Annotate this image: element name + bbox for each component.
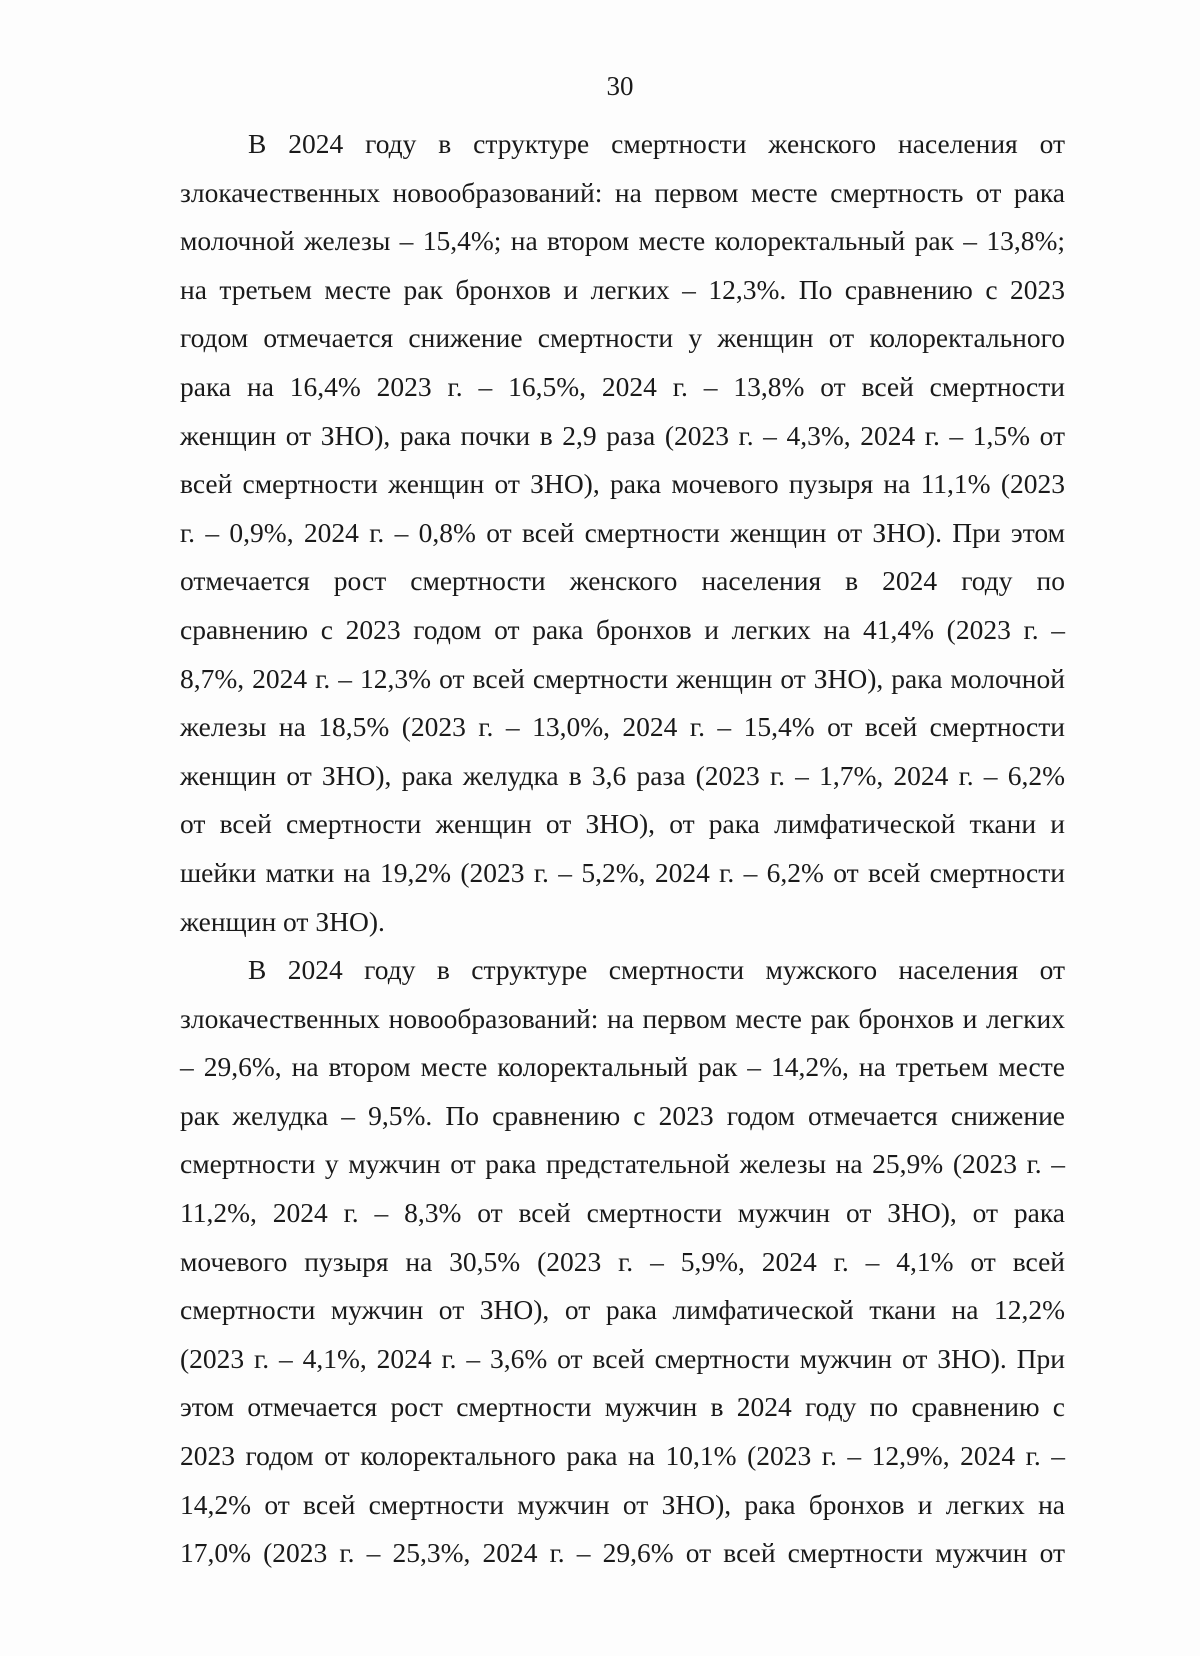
- text-line: В 2024 году в структуре смертности мужского населения от: [248, 954, 1065, 986]
- text-line: этом отмечается рост смертности мужчин в 2024 году по сравнению с: [180, 1391, 1065, 1423]
- text-line: 17,0% (2023 г. – 25,3%, 2024 г. – 29,6% от всей смертности мужчин от: [180, 1537, 1065, 1569]
- text-line: женщин от ЗНО).: [180, 905, 385, 937]
- text-line: злокачественных новообразований: на первом месте смертность от рака: [180, 176, 1065, 208]
- text-line: железы на 18,5% (2023 г. – 13,0%, 2024 г. – 15,4% от всей смертности: [180, 711, 1065, 743]
- text-line: от всей смертности женщин от ЗНО), от рака лимфатической ткани и: [180, 808, 1065, 840]
- text-line: всей смертности женщин от ЗНО), рака мочевого пузыря на 11,1% (2023: [180, 468, 1065, 500]
- text-line: рак желудка – 9,5%. По сравнению с 2023 годом отмечается снижение: [180, 1099, 1065, 1131]
- paragraph-male-mortality: [180, 946, 1065, 1578]
- text-line: женщин от ЗНО), рака желудка в 3,6 раза (2023 г. – 1,7%, 2024 г. – 6,2%: [180, 759, 1065, 791]
- text-line: молочной железы – 15,4%; на втором месте колоректальный рак – 13,8%;: [180, 225, 1065, 257]
- paragraph-female-mortality: [180, 120, 1065, 946]
- text-line: 2023 годом от колоректального рака на 10,1% (2023 г. – 12,9%, 2024 г. –: [180, 1440, 1065, 1472]
- text-line: сравнению с 2023 годом от рака бронхов и легких на 41,4% (2023 г. –: [180, 613, 1065, 645]
- text-line: смертности у мужчин от рака предстательной железы на 25,9% (2023 г. –: [180, 1148, 1065, 1180]
- page-number: 30: [606, 71, 634, 101]
- text-line: В 2024 году в структуре смертности женского населения от: [248, 128, 1065, 159]
- text-line: смертности мужчин от ЗНО), от рака лимфатической ткани на 12,2%: [180, 1294, 1065, 1326]
- text-line: шейки матки на 19,2% (2023 г. – 5,2%, 2024 г. – 6,2% от всей смертности: [180, 856, 1065, 888]
- text-line: 14,2% от всей смертности мужчин от ЗНО), рака бронхов и легких на: [180, 1488, 1065, 1520]
- document-body: [180, 120, 1065, 1578]
- text-line: на третьем месте рак бронхов и легких – 12,3%. По сравнению с 2023: [180, 273, 1065, 305]
- text-line: мочевого пузыря на 30,5% (2023 г. – 5,9%, 2024 г. – 4,1% от всей: [180, 1245, 1065, 1277]
- text-line: г. – 0,9%, 2024 г. – 0,8% от всей смертности женщин от ЗНО). При этом: [180, 516, 1065, 548]
- text-line: злокачественных новообразований: на первом месте рак бронхов и легких: [180, 1002, 1065, 1034]
- text-line: отмечается рост смертности женского населения в 2024 году по: [180, 565, 1065, 597]
- text-line: 11,2%, 2024 г. – 8,3% от всей смертности мужчин от ЗНО), от рака: [180, 1197, 1065, 1229]
- text-line: женщин от ЗНО), рака почки в 2,9 раза (2023 г. – 4,3%, 2024 г. – 1,5% от: [180, 419, 1065, 451]
- text-line: рака на 16,4% 2023 г. – 16,5%, 2024 г. – 13,8% от всей смертности: [180, 370, 1065, 402]
- text-line: 8,7%, 2024 г. – 12,3% от всей смертности женщин от ЗНО), рака молочной: [180, 662, 1065, 694]
- text-line: годом отмечается снижение смертности у женщин от колоректального: [180, 322, 1065, 354]
- text-line: – 29,6%, на втором месте колоректальный рак – 14,2%, на третьем месте: [180, 1051, 1065, 1083]
- text-line: (2023 г. – 4,1%, 2024 г. – 3,6% от всей смертности мужчин от ЗНО). При: [180, 1342, 1065, 1374]
